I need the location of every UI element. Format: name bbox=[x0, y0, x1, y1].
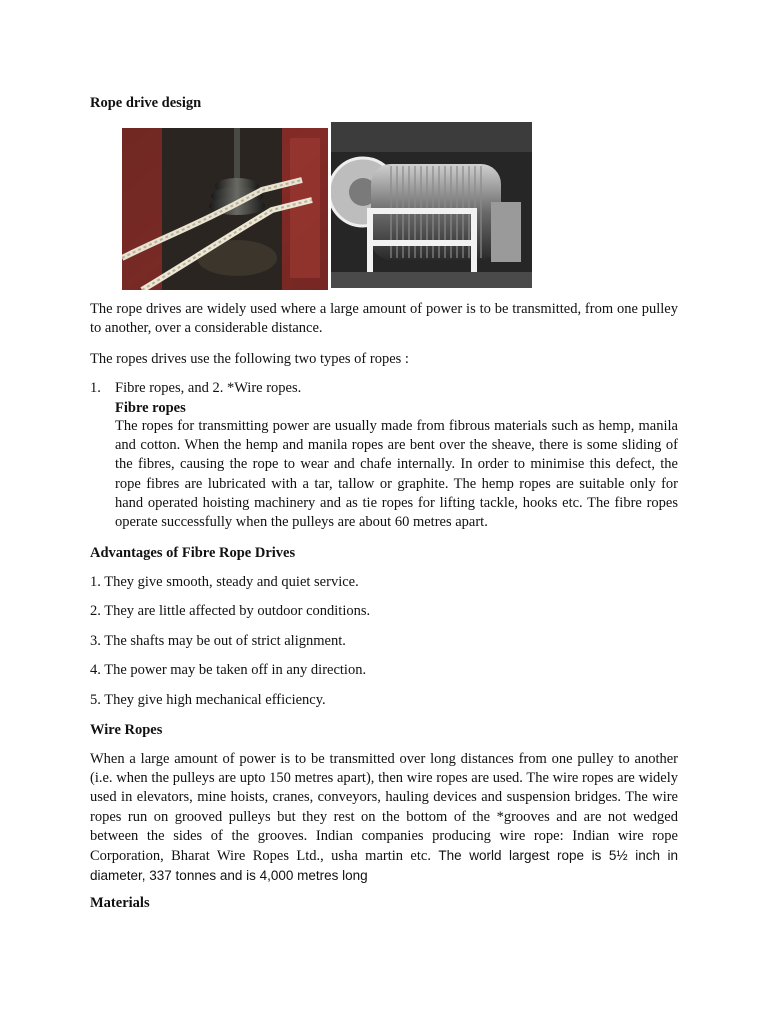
advantage-item-2: 2. They are little affected by outdoor conditions. bbox=[90, 603, 371, 619]
list-number: 1. bbox=[90, 380, 101, 396]
wire-rope-drum-photo bbox=[331, 122, 532, 288]
intro-paragraph: The rope drives are widely used where a large amount of power is to be transmitted, from one pulley to another, over a considerable distance. bbox=[90, 301, 678, 337]
materials-heading: Materials bbox=[90, 895, 150, 911]
advantage-item-1: 1. They give smooth, steady and quiet service. bbox=[90, 574, 359, 590]
rope-pulley-photo bbox=[122, 128, 328, 290]
advantage-item-5: 5. They give high mechanical efficiency. bbox=[90, 692, 326, 708]
advantage-item-3: 3. The shafts may be out of strict alignment. bbox=[90, 633, 346, 649]
rope-types-intro: The ropes drives use the following two types of ropes : bbox=[90, 351, 409, 367]
wire-ropes-body: When a large amount of power is to be transmitted over long distances from one pulley to another (i.e. when the pulleys are upto 150 metres apart), then wire ropes are used. The wire ropes are widely used in elevators, mine hoists, cranes, conveyors, hauling devices and suspension bridges. The wire ropes run on grooved pulleys but they rest on the bottom of the *grooves and are not wedged between the sides of the grooves. Indian companies producing wire rope: Indian wire rope Corporation, Bharat Wire Ropes Ltd., usha martin etc. bbox=[90, 751, 678, 865]
rope-types-item: Fibre ropes, and 2. *Wire ropes. bbox=[115, 380, 302, 396]
advantage-item-4: 4. The power may be taken off in any direction. bbox=[90, 662, 367, 678]
advantages-heading: Advantages of Fibre Rope Drives bbox=[90, 545, 296, 561]
wire-ropes-heading: Wire Ropes bbox=[90, 722, 163, 738]
fibre-ropes-subheading: Fibre ropes bbox=[115, 400, 186, 416]
page-title: Rope drive design bbox=[90, 95, 202, 111]
wire-ropes-paragraph bbox=[90, 750, 678, 886]
fibre-ropes-paragraph: The ropes for transmitting power are usually made from fibrous materials such as hemp, manila and cotton. When the hemp and manila ropes are bent over the sheave, there is some sliding of the fibres, causing the rope to wear and chafe internally. In order to minimise this defect, the rope fibres are lubricated with a tar, tallow or graphite. The hemp ropes are suitable only for hand operated hoisting machinery and as tie ropes for lifting tackle, hooks etc. The fibre ropes operate successfully when the pulleys are about 60 metres apart. bbox=[115, 418, 678, 531]
wire-ropes-tail: The world largest rope is 5½ inch in diameter, 337 tonnes and is 4,000 metres long bbox=[90, 848, 679, 884]
